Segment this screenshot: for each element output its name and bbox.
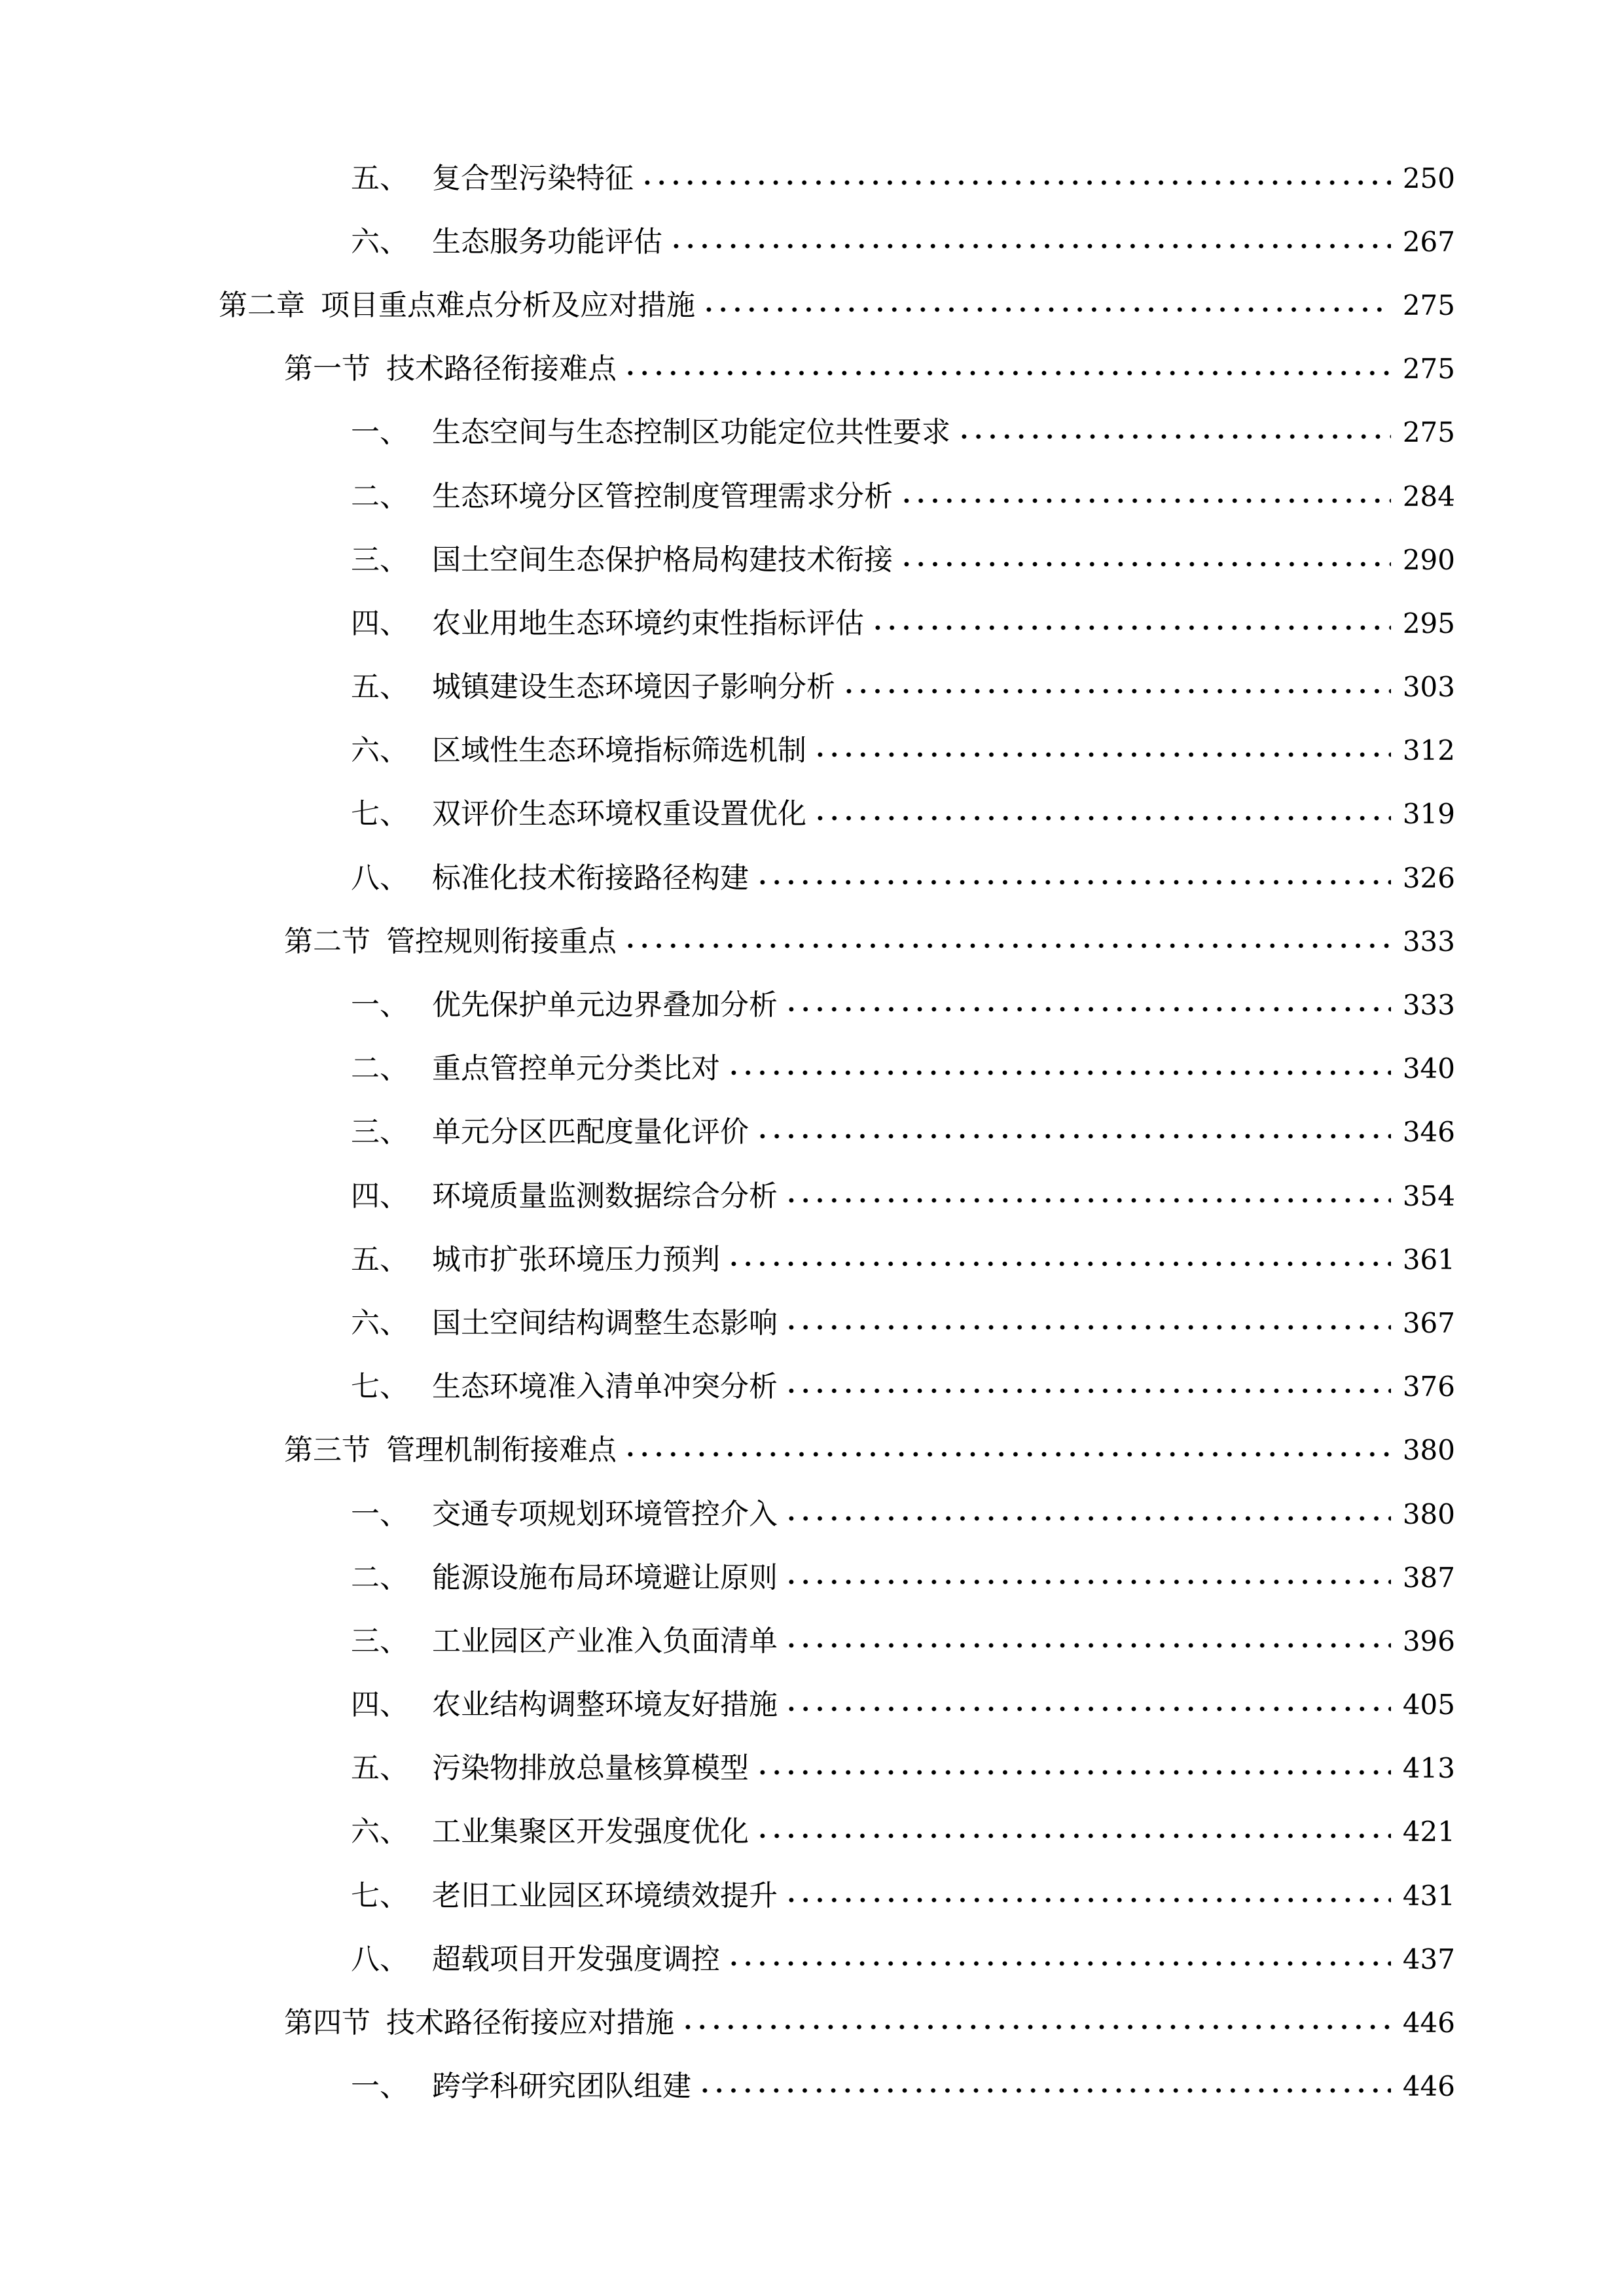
toc-entry-number: 四、 xyxy=(351,1688,408,1722)
toc-entry-title: 生态环境分区管控制度管理需求分析 xyxy=(432,479,893,513)
toc-entry-title: 城镇建设生态环境因子影响分析 xyxy=(432,670,835,704)
toc-entry[interactable] xyxy=(0,1864,1624,1928)
dot-leader xyxy=(784,1313,1391,1342)
toc-entry[interactable] xyxy=(0,2055,1624,2119)
toc-chapter-page: 275 xyxy=(1402,289,1455,321)
toc-entry-number: 六、 xyxy=(351,734,408,768)
toc-entry-number: 五、 xyxy=(351,1242,408,1276)
toc-entry-page: 284 xyxy=(1402,480,1455,512)
toc-entry[interactable] xyxy=(0,1737,1624,1801)
toc-entry-number: 一、 xyxy=(351,1497,408,1531)
dot-leader xyxy=(755,1122,1391,1151)
toc-section[interactable] xyxy=(0,910,1624,973)
dot-leader xyxy=(640,168,1391,197)
toc-entry[interactable] xyxy=(0,1355,1624,1419)
toc-entry-number: 一、 xyxy=(351,416,408,450)
toc-entry[interactable] xyxy=(0,1546,1624,1609)
toc-entry-number: 七、 xyxy=(351,1370,408,1404)
toc-entry[interactable] xyxy=(0,719,1624,783)
toc-section-page: 446 xyxy=(1402,2007,1455,2039)
toc-entry[interactable] xyxy=(0,401,1624,465)
dot-leader xyxy=(755,868,1391,897)
dot-leader xyxy=(727,1058,1391,1087)
dot-leader xyxy=(623,1440,1391,1469)
toc-section-page: 380 xyxy=(1402,1434,1455,1467)
dot-leader xyxy=(813,804,1391,833)
toc-entry-number: 三、 xyxy=(351,1624,408,1658)
toc-entry-title: 国土空间结构调整生态影响 xyxy=(432,1306,778,1340)
toc-entry-page: 333 xyxy=(1402,989,1455,1022)
toc-entry-number: 二、 xyxy=(351,1052,408,1086)
toc-section[interactable] xyxy=(0,338,1624,401)
dot-leader xyxy=(842,677,1391,706)
toc-entry-page: 295 xyxy=(1402,607,1455,639)
toc-entry[interactable] xyxy=(0,783,1624,846)
toc-entry[interactable] xyxy=(0,592,1624,655)
toc-entry-title: 污染物排放总量核算模型 xyxy=(432,1751,749,1785)
toc-entry-number: 四、 xyxy=(351,1179,408,1213)
dot-leader xyxy=(957,422,1391,451)
toc-entry[interactable] xyxy=(0,1801,1624,1864)
toc-entry-title: 老旧工业园区环境绩效提升 xyxy=(432,1878,778,1912)
toc-entry-title: 城市扩张环境压力预判 xyxy=(432,1242,720,1276)
toc-entry-page: 421 xyxy=(1402,1816,1455,1848)
toc-entry-title: 农业结构调整环境友好措施 xyxy=(432,1688,778,1722)
toc-entry[interactable] xyxy=(0,210,1624,274)
toc-entry-number: 五、 xyxy=(351,1751,408,1785)
toc-entry[interactable] xyxy=(0,1928,1624,1991)
toc-entry-number: 八、 xyxy=(351,861,408,895)
toc-entry-page: 437 xyxy=(1402,1943,1455,1975)
toc-entry-page: 387 xyxy=(1402,1561,1455,1594)
toc-entry-page: 340 xyxy=(1402,1052,1455,1085)
toc-entry[interactable] xyxy=(0,528,1624,592)
toc-section-number: 第二节 xyxy=(284,924,370,958)
toc-entry-number: 一、 xyxy=(351,2070,408,2104)
toc-entry-title: 跨学科研究团队组建 xyxy=(432,2070,691,2104)
toc-entry-page: 413 xyxy=(1402,1752,1455,1785)
toc-entry-number: 五、 xyxy=(351,161,408,195)
dot-leader xyxy=(784,1376,1391,1405)
dot-leader xyxy=(727,1249,1391,1278)
toc-entry-title: 国土空间生态保护格局构建技术衔接 xyxy=(432,543,893,577)
toc-entry-title: 生态环境准入清单冲突分析 xyxy=(432,1370,778,1404)
toc-entry-number: 六、 xyxy=(351,224,408,259)
toc-entry-page: 326 xyxy=(1402,861,1455,894)
toc-entry-title: 复合型污染特征 xyxy=(432,161,634,195)
toc-entry[interactable] xyxy=(0,846,1624,910)
toc-entry[interactable] xyxy=(0,1101,1624,1164)
dot-leader xyxy=(727,1949,1391,1978)
toc-entry-title: 环境质量监测数据综合分析 xyxy=(432,1179,778,1213)
toc-entry[interactable] xyxy=(0,1609,1624,1673)
dot-leader xyxy=(681,2013,1391,2041)
toc-entry-page: 354 xyxy=(1402,1179,1455,1212)
toc-entry[interactable] xyxy=(0,1164,1624,1228)
toc-entry-page: 267 xyxy=(1402,225,1455,258)
toc-entry-page: 361 xyxy=(1402,1243,1455,1276)
toc-entry-title: 能源设施布局环境避让原则 xyxy=(432,1560,778,1594)
toc-section-number: 第三节 xyxy=(284,1433,370,1467)
toc-section-title: 管控规则衔接重点 xyxy=(386,924,617,958)
toc-section-number: 第一节 xyxy=(284,352,370,386)
toc-section-title: 技术路径衔接应对措施 xyxy=(386,2006,674,2040)
toc-entry-number: 三、 xyxy=(351,1115,408,1149)
toc-section-page: 333 xyxy=(1402,925,1455,958)
toc-entry-title: 双评价生态环境权重设置优化 xyxy=(432,797,806,831)
toc-section-title: 技术路径衔接难点 xyxy=(386,352,617,386)
dot-leader xyxy=(784,1186,1391,1215)
toc-entry[interactable] xyxy=(0,1482,1624,1546)
toc-entry-number: 七、 xyxy=(351,797,408,831)
toc-entry[interactable] xyxy=(0,973,1624,1037)
toc-entry-page: 346 xyxy=(1402,1116,1455,1149)
toc-entry-title: 工业园区产业准入负面清单 xyxy=(432,1624,778,1658)
toc-entry-number: 四、 xyxy=(351,606,408,640)
dot-leader xyxy=(669,232,1391,260)
toc-section-page: 275 xyxy=(1402,353,1455,386)
toc-entry-page: 431 xyxy=(1402,1879,1455,1912)
dot-leader xyxy=(623,359,1391,387)
toc-entry-page: 446 xyxy=(1402,2070,1455,2103)
toc-entry[interactable] xyxy=(0,147,1624,210)
toc-entry-page: 312 xyxy=(1402,734,1455,767)
toc-entry-page: 290 xyxy=(1402,543,1455,576)
dot-leader xyxy=(784,1568,1391,1596)
toc-entry-number: 一、 xyxy=(351,988,408,1022)
toc-entry[interactable] xyxy=(0,465,1624,528)
dot-leader xyxy=(784,1504,1391,1533)
toc-entry-page: 396 xyxy=(1402,1624,1455,1657)
toc-entry-title: 工业集聚区开发强度优化 xyxy=(432,1815,749,1849)
dot-leader xyxy=(871,613,1391,642)
toc-entry-page: 405 xyxy=(1402,1689,1455,1721)
toc-entry-title: 生态服务功能评估 xyxy=(432,224,662,259)
toc-entry-number: 五、 xyxy=(351,670,408,704)
toc-entry-title: 重点管控单元分类比对 xyxy=(432,1052,720,1086)
toc-section[interactable] xyxy=(0,1419,1624,1482)
toc-entry-number: 六、 xyxy=(351,1306,408,1340)
dot-leader xyxy=(813,740,1391,769)
dot-leader xyxy=(755,1758,1391,1787)
toc-entry-page: 380 xyxy=(1402,1498,1455,1530)
toc-section-title: 管理机制衔接难点 xyxy=(386,1433,617,1467)
toc-entry-number: 六、 xyxy=(351,1815,408,1849)
toc-entry-title: 单元分区匹配度量化评价 xyxy=(432,1115,749,1149)
toc-entry-number: 二、 xyxy=(351,479,408,513)
toc-entry[interactable] xyxy=(0,1291,1624,1355)
toc-entry[interactable] xyxy=(0,656,1624,719)
toc-entry-number: 八、 xyxy=(351,1942,408,1976)
toc-chapter-number: 第二章 xyxy=(219,288,305,322)
toc-entry-page: 367 xyxy=(1402,1306,1455,1339)
toc-entry-title: 农业用地生态环境约束性指标评估 xyxy=(432,606,864,640)
toc-entry[interactable] xyxy=(0,1674,1624,1737)
dot-leader xyxy=(784,995,1391,1024)
toc-section-number: 第四节 xyxy=(284,2006,370,2040)
dot-leader xyxy=(623,931,1391,960)
table-of-contents xyxy=(0,147,1624,2119)
toc-entry-page: 275 xyxy=(1402,416,1455,449)
toc-entry-number: 二、 xyxy=(351,1560,408,1594)
dot-leader xyxy=(755,1821,1391,1850)
dot-leader xyxy=(784,1886,1391,1914)
toc-entry-title: 交通专项规划环境管控介入 xyxy=(432,1497,778,1531)
toc-entry[interactable] xyxy=(0,1037,1624,1101)
toc-chapter[interactable] xyxy=(0,274,1624,337)
dot-leader xyxy=(784,1695,1391,1723)
toc-entry[interactable] xyxy=(0,1228,1624,1291)
dot-leader xyxy=(899,486,1391,515)
toc-entry-title: 生态空间与生态控制区功能定位共性要求 xyxy=(432,416,950,450)
toc-entry-number: 三、 xyxy=(351,543,408,577)
toc-entry-title: 标准化技术衔接路径构建 xyxy=(432,861,749,895)
toc-entry-title: 优先保护单元边界叠加分析 xyxy=(432,988,778,1022)
toc-entry-title: 区域性生态环境指标筛选机制 xyxy=(432,734,806,768)
dot-leader xyxy=(784,1631,1391,1660)
toc-entry-title: 超载项目开发强度调控 xyxy=(432,1942,720,1976)
dot-leader xyxy=(899,550,1391,579)
toc-section[interactable] xyxy=(0,1991,1624,2054)
toc-chapter-title: 项目重点难点分析及应对措施 xyxy=(321,288,695,322)
toc-entry-page: 250 xyxy=(1402,162,1455,194)
toc-entry-page: 319 xyxy=(1402,798,1455,831)
dot-leader xyxy=(702,295,1391,324)
toc-entry-number: 七、 xyxy=(351,1878,408,1912)
toc-entry-page: 303 xyxy=(1402,671,1455,704)
dot-leader xyxy=(698,2076,1391,2105)
toc-entry-page: 376 xyxy=(1402,1371,1455,1403)
